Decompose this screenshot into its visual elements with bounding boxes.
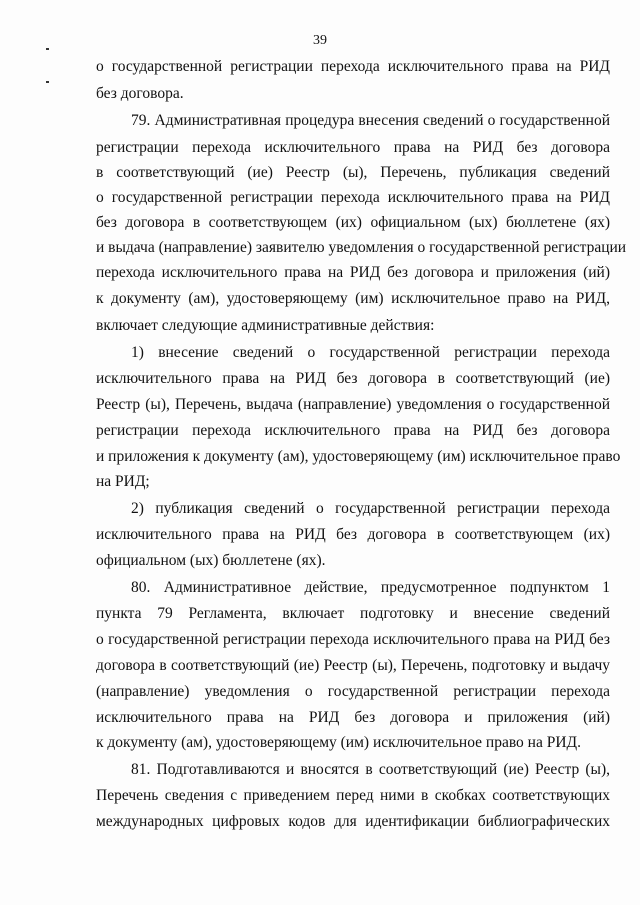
text-line: исключительного права на РИД без договора и приложения (ий) bbox=[96, 709, 610, 726]
text-line: регистрации перехода исключительного права на РИД без договора bbox=[96, 139, 610, 156]
text-line: о государственной регистрации перехода исключительного права на РИД bbox=[96, 189, 610, 206]
text-line: на РИД; bbox=[96, 473, 150, 490]
text-line: 1) внесение сведений о государственной регистрации перехода bbox=[131, 344, 610, 361]
text-line: без договора. bbox=[96, 85, 184, 102]
text-line: и приложения к документу (ам), удостоверяющему (им) исключительное право bbox=[96, 448, 621, 465]
text-line: без договора в соответствующем (их) официальном (ых) бюллетене (ях) bbox=[96, 214, 610, 231]
text-line: (направление) уведомления о государственной регистрации перехода bbox=[96, 683, 610, 700]
text-line: 81. Подготавливаются и вносятся в соответствующий (ие) Реестр (ы), bbox=[131, 761, 610, 778]
text-line: исключительного права на РИД без договора в соответствующий (ие) bbox=[96, 370, 610, 387]
text-line: международных цифровых кодов для идентификации библиографических bbox=[96, 813, 610, 830]
text-line: перехода исключительного права на РИД без договора и приложения (ий) bbox=[96, 264, 610, 281]
text-line: 80. Административное действие, предусмотренное подпунктом 1 bbox=[131, 579, 610, 596]
text-line: о государственной регистрации перехода исключительного права на РИД без bbox=[96, 631, 610, 648]
text-line: Реестр (ы), Перечень, выдача (направление) уведомления о государственной bbox=[96, 396, 610, 413]
scan-mark bbox=[46, 48, 49, 50]
text-line: договора в соответствующий (ие) Реестр (ы), Перечень, подготовку и выдачу bbox=[96, 657, 610, 674]
text-line: пункта 79 Регламента, включает подготовку и внесение сведений bbox=[96, 605, 610, 622]
text-line: к документу (ам), удостоверяющему (им) исключительное право на РИД, bbox=[96, 290, 610, 307]
text-line: регистрации перехода исключительного права на РИД без договора bbox=[96, 422, 610, 439]
scan-mark bbox=[46, 81, 49, 83]
text-line: включает следующие административные действия: bbox=[96, 317, 435, 334]
text-line: Перечень сведения с приведением перед ними в скобках соответствующих bbox=[96, 787, 610, 804]
text-line: 2) публикация сведений о государственной регистрации перехода bbox=[131, 500, 610, 517]
text-line: официальном (ых) бюллетене (ях). bbox=[96, 552, 326, 569]
text-line: 79. Административная процедура внесения сведений о государственной bbox=[131, 112, 610, 129]
text-line: исключительного права на РИД без договора в соответствующем (их) bbox=[96, 526, 610, 543]
text-line: в соответствующий (ие) Реестр (ы), Перечень, публикация сведений bbox=[96, 164, 610, 181]
page-number: 39 bbox=[313, 33, 327, 48]
text-line: и выдача (направление) заявителю уведомления о государственной регистрации bbox=[96, 239, 627, 256]
text-line: к документу (ам), удостоверяющему (им) исключительное право на РИД. bbox=[96, 734, 581, 751]
text-line: о государственной регистрации перехода исключительного права на РИД bbox=[96, 58, 610, 75]
